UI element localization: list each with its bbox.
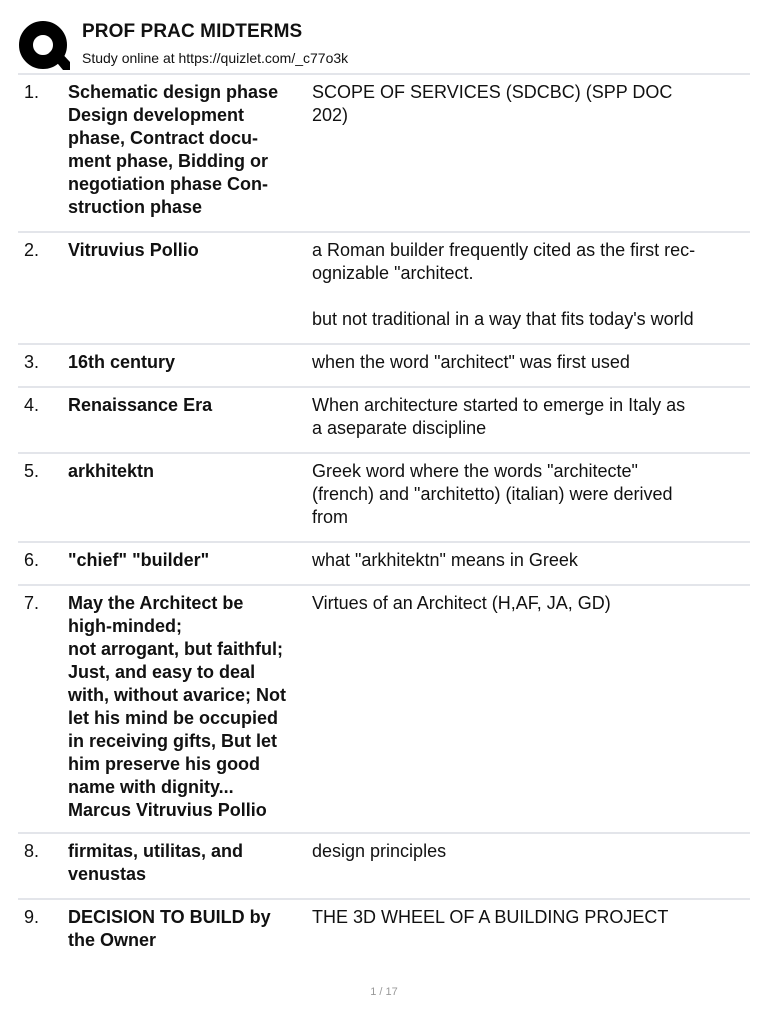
card-term: 16th century xyxy=(68,352,176,372)
card-row xyxy=(18,75,750,233)
card-number: 8. xyxy=(24,841,40,861)
card-row xyxy=(18,345,750,388)
card-definition: Virtues of an Architect (H,AF, JA, GD) xyxy=(312,593,611,613)
page-indicator: 1 / 17 xyxy=(370,986,398,998)
card-row xyxy=(18,834,750,900)
card-definition: THE 3D WHEEL OF A BUILDING PROJECT xyxy=(312,907,669,927)
card-number: 3. xyxy=(24,352,40,372)
card-definition: SCOPE OF SERVICES (SDCBC) (SPP DOC 202) xyxy=(312,82,673,125)
card-row xyxy=(18,543,750,586)
card-definition: a Roman builder frequently cited as the first rec- ognizable "architect. but not traditional in a way that fits today's world xyxy=(312,240,696,329)
card-term: "chief" "builder" xyxy=(68,550,210,570)
card-term: firmitas, utilitas, and venustas xyxy=(68,841,244,884)
card-term: DECISION TO BUILD by the Owner xyxy=(68,907,271,950)
card-term: Schematic design phase Design development phase, Contract docu- ment phase, Bidding or negotiation phase Con- struction phase xyxy=(68,82,279,217)
card-number: 5. xyxy=(24,461,40,481)
card-definition: when the word "architect" was first used xyxy=(312,352,630,372)
card-number: 4. xyxy=(24,395,40,415)
flashcard-list xyxy=(18,73,750,960)
page-title: PROF PRAC MIDTERMS xyxy=(82,21,303,42)
card-number: 7. xyxy=(24,593,40,613)
card-term: Vitruvius Pollio xyxy=(68,240,199,260)
card-number: 2. xyxy=(24,240,40,260)
card-definition: When architecture started to emerge in Italy as a aseparate discipline xyxy=(312,395,686,438)
card-definition: Greek word where the words "architecte" (french) and "architetto) (italian) were derived from xyxy=(312,461,673,527)
card-term: arkhitektn xyxy=(68,461,155,481)
card-row xyxy=(18,454,750,543)
card-number: 1. xyxy=(24,82,40,102)
card-number: 6. xyxy=(24,550,40,570)
quizlet-q-logo-icon xyxy=(18,20,70,72)
card-row xyxy=(18,900,750,960)
card-row xyxy=(18,586,750,834)
study-online-link[interactable]: Study online at https://quizlet.com/_c77o3k xyxy=(82,50,349,66)
page-header xyxy=(18,18,750,74)
card-number: 9. xyxy=(24,907,40,927)
card-term: May the Architect be high-minded; not arrogant, but faithful; Just, and easy to deal with, without avarice; Not let his mind be occupied in receiving gifts, But let him preserve his good name with dignity... Marcus Vitruvius Pollio xyxy=(68,593,287,820)
card-definition: what "arkhitektn" means in Greek xyxy=(312,550,578,570)
card-definition: design principles xyxy=(312,841,447,861)
card-row xyxy=(18,233,750,345)
card-term: Renaissance Era xyxy=(68,395,213,415)
card-row xyxy=(18,388,750,454)
